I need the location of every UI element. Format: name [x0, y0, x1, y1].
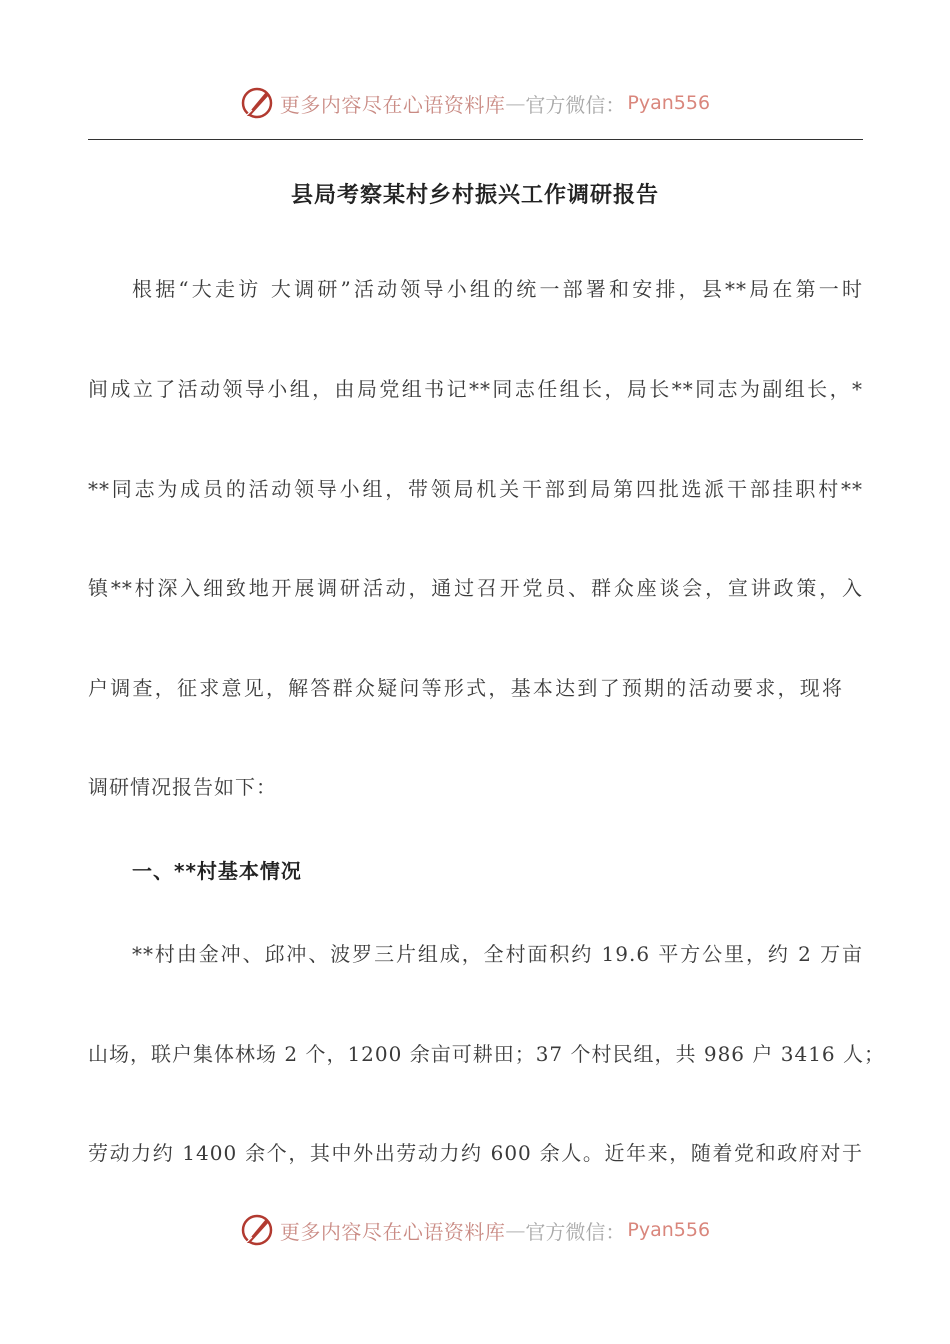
- quill-logo-icon: [240, 1213, 274, 1247]
- header-divider: [88, 139, 863, 140]
- watermark-official-label: 官方微信：: [525, 92, 626, 117]
- paragraph-1-line-3: **同志为成员的活动领导小组，带领局机关干部到局第四批选派干部挂职村**: [88, 477, 863, 501]
- watermark-header: [0, 83, 950, 123]
- watermark-wechat-id: Pyan556: [627, 92, 711, 114]
- watermark-separator: —: [505, 1218, 526, 1242]
- paragraph-2-line-1: **村由金冲、邱冲、波罗三片组成，全村面积约 19.6 平方公里，约 2 万亩: [132, 942, 863, 966]
- paragraph-1-line-6: 调研情况报告如下：: [88, 775, 277, 799]
- paragraph-1-line-4: 镇**村深入细致地开展调研活动，通过召开党员、群众座谈会，宣讲政策，入: [88, 576, 863, 600]
- paragraph-2-line-2: 山场，联户集体林场 2 个，1200 余亩可耕田；37 个村民组，共 986 户 3416 人；: [88, 1042, 886, 1066]
- paragraph-1-line-1: 根据“大走访 大调研”活动领导小组的统一部署和安排，县**局在第一时: [132, 277, 863, 301]
- watermark-footer: [0, 1210, 950, 1250]
- paragraph-1-line-5: 户调查，征求意见，解答群众疑问等形式，基本达到了预期的活动要求，现将: [88, 676, 843, 700]
- section-1-heading: 一、**村基本情况: [132, 859, 302, 883]
- watermark-official-label: 官方微信：: [525, 1219, 626, 1244]
- quill-logo-icon: [240, 86, 274, 120]
- watermark-brand-text: 更多内容尽在心语资料库: [279, 1219, 506, 1244]
- watermark-brand-text: 更多内容尽在心语资料库: [279, 92, 506, 117]
- watermark-wechat-id: Pyan556: [627, 1219, 711, 1241]
- paragraph-1-line-2: 间成立了活动领导小组，由局党组书记**同志任组长，局长**同志为副组长，*: [88, 377, 863, 401]
- paragraph-2-line-3: 劳动力约 1400 余个，其中外出劳动力约 600 余人。近年来，随着党和政府对于: [88, 1141, 863, 1165]
- watermark-separator: —: [505, 91, 526, 115]
- document-title: 县局考察某村乡村振兴工作调研报告: [290, 183, 659, 208]
